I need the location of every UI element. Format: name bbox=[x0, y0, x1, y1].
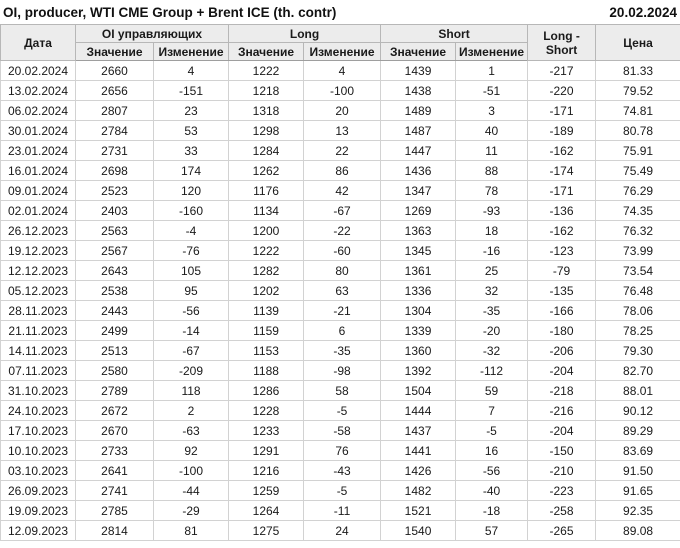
cell-long-short: -210 bbox=[528, 461, 596, 481]
cell-oi-chg: -209 bbox=[154, 361, 229, 381]
cell-oi: 2733 bbox=[76, 441, 154, 461]
cell-short-chg: -40 bbox=[456, 481, 528, 501]
cell-date: 05.12.2023 bbox=[1, 281, 76, 301]
cell-date: 12.12.2023 bbox=[1, 261, 76, 281]
table-row bbox=[1, 241, 680, 261]
cell-long-chg: 76 bbox=[304, 441, 381, 461]
cell-long-chg: 6 bbox=[304, 321, 381, 341]
cell-short: 1438 bbox=[381, 81, 456, 101]
cell-oi-chg: -76 bbox=[154, 241, 229, 261]
cell-long: 1216 bbox=[229, 461, 304, 481]
cell-price: 76.29 bbox=[596, 181, 680, 201]
cell-date: 20.02.2024 bbox=[1, 61, 76, 81]
cell-oi-chg: 105 bbox=[154, 261, 229, 281]
oi-data-table bbox=[0, 24, 680, 541]
cell-long: 1284 bbox=[229, 141, 304, 161]
cell-short: 1439 bbox=[381, 61, 456, 81]
cell-long: 1262 bbox=[229, 161, 304, 181]
table-row bbox=[1, 221, 680, 241]
cell-date: 19.12.2023 bbox=[1, 241, 76, 261]
col-subheader-oi-value: Значение bbox=[76, 43, 154, 61]
cell-short-chg: 57 bbox=[456, 521, 528, 541]
cell-oi-chg: 2 bbox=[154, 401, 229, 421]
cell-date: 09.01.2024 bbox=[1, 181, 76, 201]
cell-long-chg: -58 bbox=[304, 421, 381, 441]
cell-oi-chg: -100 bbox=[154, 461, 229, 481]
col-subheader-oi-change: Изменение bbox=[154, 43, 229, 61]
cell-price: 89.08 bbox=[596, 521, 680, 541]
cell-long: 1222 bbox=[229, 241, 304, 261]
cell-oi-chg: 174 bbox=[154, 161, 229, 181]
cell-long-chg: -60 bbox=[304, 241, 381, 261]
cell-short-chg: 1 bbox=[456, 61, 528, 81]
cell-long-chg: -21 bbox=[304, 301, 381, 321]
cell-short: 1540 bbox=[381, 521, 456, 541]
cell-oi: 2670 bbox=[76, 421, 154, 441]
cell-date: 21.11.2023 bbox=[1, 321, 76, 341]
cell-oi-chg: -151 bbox=[154, 81, 229, 101]
cell-long-short: -162 bbox=[528, 141, 596, 161]
cell-date: 17.10.2023 bbox=[1, 421, 76, 441]
cell-long-chg: -11 bbox=[304, 501, 381, 521]
cell-long-short: -223 bbox=[528, 481, 596, 501]
cell-short: 1345 bbox=[381, 241, 456, 261]
table-body bbox=[1, 61, 680, 541]
cell-oi-chg: 118 bbox=[154, 381, 229, 401]
cell-long-chg: -67 bbox=[304, 201, 381, 221]
cell-price: 79.30 bbox=[596, 341, 680, 361]
cell-short-chg: -16 bbox=[456, 241, 528, 261]
col-subheader-short-change: Изменение bbox=[456, 43, 528, 61]
cell-long: 1298 bbox=[229, 121, 304, 141]
cell-long-short: -123 bbox=[528, 241, 596, 261]
cell-long-short: -180 bbox=[528, 321, 596, 341]
cell-long-short: -258 bbox=[528, 501, 596, 521]
cell-long-chg: -98 bbox=[304, 361, 381, 381]
cell-oi: 2741 bbox=[76, 481, 154, 501]
table-row bbox=[1, 441, 680, 461]
cell-short: 1269 bbox=[381, 201, 456, 221]
cell-long-short: -79 bbox=[528, 261, 596, 281]
cell-short-chg: 11 bbox=[456, 141, 528, 161]
cell-date: 14.11.2023 bbox=[1, 341, 76, 361]
cell-short-chg: 32 bbox=[456, 281, 528, 301]
cell-oi-chg: -160 bbox=[154, 201, 229, 221]
cell-price: 78.25 bbox=[596, 321, 680, 341]
cell-price: 90.12 bbox=[596, 401, 680, 421]
cell-long-short: -189 bbox=[528, 121, 596, 141]
cell-date: 07.11.2023 bbox=[1, 361, 76, 381]
cell-long-chg: 63 bbox=[304, 281, 381, 301]
cell-long-short: -206 bbox=[528, 341, 596, 361]
table-row bbox=[1, 301, 680, 321]
table-row bbox=[1, 341, 680, 361]
cell-price: 91.65 bbox=[596, 481, 680, 501]
cell-price: 73.99 bbox=[596, 241, 680, 261]
cell-short-chg: 25 bbox=[456, 261, 528, 281]
cell-long-chg: 86 bbox=[304, 161, 381, 181]
cell-short: 1363 bbox=[381, 221, 456, 241]
cell-oi: 2660 bbox=[76, 61, 154, 81]
cell-oi-chg: 120 bbox=[154, 181, 229, 201]
cell-short-chg: 59 bbox=[456, 381, 528, 401]
cell-short: 1441 bbox=[381, 441, 456, 461]
cell-long-chg: -100 bbox=[304, 81, 381, 101]
cell-short: 1360 bbox=[381, 341, 456, 361]
cell-long-short: -204 bbox=[528, 361, 596, 381]
cell-long-chg: 58 bbox=[304, 381, 381, 401]
cell-price: 73.54 bbox=[596, 261, 680, 281]
report-title: OI, producer, WTI CME Group + Brent ICE (th. contr) bbox=[3, 5, 337, 20]
table-row bbox=[1, 201, 680, 221]
cell-oi-chg: 4 bbox=[154, 61, 229, 81]
cell-oi: 2523 bbox=[76, 181, 154, 201]
col-subheader-long-change: Изменение bbox=[304, 43, 381, 61]
cell-date: 28.11.2023 bbox=[1, 301, 76, 321]
cell-oi: 2672 bbox=[76, 401, 154, 421]
cell-long-short: -265 bbox=[528, 521, 596, 541]
cell-price: 88.01 bbox=[596, 381, 680, 401]
cell-short: 1437 bbox=[381, 421, 456, 441]
cell-long: 1202 bbox=[229, 281, 304, 301]
table-row bbox=[1, 521, 680, 541]
cell-oi-chg: 23 bbox=[154, 101, 229, 121]
cell-price: 92.35 bbox=[596, 501, 680, 521]
cell-long: 1233 bbox=[229, 421, 304, 441]
table-row bbox=[1, 461, 680, 481]
cell-long-short: -136 bbox=[528, 201, 596, 221]
table-row bbox=[1, 481, 680, 501]
cell-oi: 2785 bbox=[76, 501, 154, 521]
table-row bbox=[1, 181, 680, 201]
cell-price: 81.33 bbox=[596, 61, 680, 81]
cell-short: 1392 bbox=[381, 361, 456, 381]
table-row bbox=[1, 381, 680, 401]
cell-short-chg: 3 bbox=[456, 101, 528, 121]
cell-oi: 2641 bbox=[76, 461, 154, 481]
report-date: 20.02.2024 bbox=[609, 5, 677, 20]
table-row bbox=[1, 141, 680, 161]
cell-short: 1304 bbox=[381, 301, 456, 321]
cell-long: 1318 bbox=[229, 101, 304, 121]
cell-date: 26.09.2023 bbox=[1, 481, 76, 501]
table-row bbox=[1, 321, 680, 341]
cell-price: 83.69 bbox=[596, 441, 680, 461]
cell-short: 1521 bbox=[381, 501, 456, 521]
cell-short-chg: 7 bbox=[456, 401, 528, 421]
cell-date: 12.09.2023 bbox=[1, 521, 76, 541]
cell-price: 79.52 bbox=[596, 81, 680, 101]
cell-long: 1282 bbox=[229, 261, 304, 281]
cell-long: 1153 bbox=[229, 341, 304, 361]
cell-oi-chg: 95 bbox=[154, 281, 229, 301]
cell-short-chg: -5 bbox=[456, 421, 528, 441]
cell-long: 1259 bbox=[229, 481, 304, 501]
cell-long-chg: -5 bbox=[304, 401, 381, 421]
cell-long: 1291 bbox=[229, 441, 304, 461]
cell-price: 75.49 bbox=[596, 161, 680, 181]
cell-long-chg: -22 bbox=[304, 221, 381, 241]
cell-short: 1361 bbox=[381, 261, 456, 281]
cell-long: 1222 bbox=[229, 61, 304, 81]
cell-short-chg: 88 bbox=[456, 161, 528, 181]
cell-oi-chg: -29 bbox=[154, 501, 229, 521]
cell-oi: 2443 bbox=[76, 301, 154, 321]
cell-short: 1487 bbox=[381, 121, 456, 141]
cell-oi: 2538 bbox=[76, 281, 154, 301]
cell-oi-chg: -4 bbox=[154, 221, 229, 241]
cell-oi: 2403 bbox=[76, 201, 154, 221]
cell-long-chg: 4 bbox=[304, 61, 381, 81]
cell-price: 74.81 bbox=[596, 101, 680, 121]
table-row bbox=[1, 501, 680, 521]
cell-date: 03.10.2023 bbox=[1, 461, 76, 481]
cell-price: 89.29 bbox=[596, 421, 680, 441]
cell-date: 23.01.2024 bbox=[1, 141, 76, 161]
cell-long-chg: 42 bbox=[304, 181, 381, 201]
cell-date: 13.02.2024 bbox=[1, 81, 76, 101]
cell-date: 16.01.2024 bbox=[1, 161, 76, 181]
cell-oi: 2513 bbox=[76, 341, 154, 361]
table-row bbox=[1, 401, 680, 421]
table-row bbox=[1, 281, 680, 301]
cell-short-chg: -20 bbox=[456, 321, 528, 341]
cell-long-short: -171 bbox=[528, 181, 596, 201]
cell-oi-chg: -67 bbox=[154, 341, 229, 361]
cell-oi-chg: 53 bbox=[154, 121, 229, 141]
cell-date: 02.01.2024 bbox=[1, 201, 76, 221]
cell-long: 1286 bbox=[229, 381, 304, 401]
cell-long-chg: 80 bbox=[304, 261, 381, 281]
cell-price: 80.78 bbox=[596, 121, 680, 141]
cell-long: 1264 bbox=[229, 501, 304, 521]
col-subheader-long-value: Значение bbox=[229, 43, 304, 61]
cell-long-short: -217 bbox=[528, 61, 596, 81]
cell-short: 1426 bbox=[381, 461, 456, 481]
cell-long-chg: -43 bbox=[304, 461, 381, 481]
col-header-date: Дата bbox=[1, 25, 76, 61]
cell-short-chg: 18 bbox=[456, 221, 528, 241]
table-row bbox=[1, 61, 680, 81]
cell-oi-chg: 33 bbox=[154, 141, 229, 161]
cell-long: 1139 bbox=[229, 301, 304, 321]
cell-short: 1482 bbox=[381, 481, 456, 501]
cell-oi: 2698 bbox=[76, 161, 154, 181]
cell-short: 1447 bbox=[381, 141, 456, 161]
cell-long-chg: 22 bbox=[304, 141, 381, 161]
cell-short: 1504 bbox=[381, 381, 456, 401]
cell-short: 1347 bbox=[381, 181, 456, 201]
cell-price: 76.48 bbox=[596, 281, 680, 301]
cell-price: 76.32 bbox=[596, 221, 680, 241]
cell-oi-chg: -63 bbox=[154, 421, 229, 441]
cell-short: 1336 bbox=[381, 281, 456, 301]
cell-short: 1339 bbox=[381, 321, 456, 341]
cell-short-chg: -51 bbox=[456, 81, 528, 101]
cell-oi: 2580 bbox=[76, 361, 154, 381]
cell-short: 1436 bbox=[381, 161, 456, 181]
cell-oi: 2731 bbox=[76, 141, 154, 161]
cell-price: 82.70 bbox=[596, 361, 680, 381]
col-group-short: Short bbox=[381, 25, 528, 43]
table-row bbox=[1, 81, 680, 101]
cell-date: 30.01.2024 bbox=[1, 121, 76, 141]
cell-short-chg: -35 bbox=[456, 301, 528, 321]
cell-long: 1188 bbox=[229, 361, 304, 381]
cell-short-chg: 78 bbox=[456, 181, 528, 201]
cell-long-chg: 20 bbox=[304, 101, 381, 121]
cell-oi: 2643 bbox=[76, 261, 154, 281]
col-group-long: Long bbox=[229, 25, 381, 43]
col-header-long-short: Long - Short bbox=[528, 25, 596, 61]
col-group-oi-managers: OI управляющих bbox=[76, 25, 229, 43]
cell-date: 10.10.2023 bbox=[1, 441, 76, 461]
cell-long: 1200 bbox=[229, 221, 304, 241]
cell-long: 1218 bbox=[229, 81, 304, 101]
cell-long-chg: -5 bbox=[304, 481, 381, 501]
col-header-price: Цена bbox=[596, 25, 680, 61]
cell-date: 24.10.2023 bbox=[1, 401, 76, 421]
cell-short: 1444 bbox=[381, 401, 456, 421]
table-row bbox=[1, 101, 680, 121]
cell-date: 26.12.2023 bbox=[1, 221, 76, 241]
cell-short-chg: -56 bbox=[456, 461, 528, 481]
table-row bbox=[1, 161, 680, 181]
cell-long-chg: 24 bbox=[304, 521, 381, 541]
cell-date: 31.10.2023 bbox=[1, 381, 76, 401]
cell-oi: 2563 bbox=[76, 221, 154, 241]
table-row bbox=[1, 421, 680, 441]
cell-price: 78.06 bbox=[596, 301, 680, 321]
cell-short-chg: -112 bbox=[456, 361, 528, 381]
cell-oi-chg: -56 bbox=[154, 301, 229, 321]
report-header bbox=[0, 0, 680, 24]
cell-oi-chg: -44 bbox=[154, 481, 229, 501]
cell-short-chg: -18 bbox=[456, 501, 528, 521]
cell-long: 1275 bbox=[229, 521, 304, 541]
table-row bbox=[1, 121, 680, 141]
cell-long-short: -218 bbox=[528, 381, 596, 401]
cell-long-short: -216 bbox=[528, 401, 596, 421]
cell-oi: 2814 bbox=[76, 521, 154, 541]
cell-short-chg: 16 bbox=[456, 441, 528, 461]
cell-short-chg: -32 bbox=[456, 341, 528, 361]
cell-long-short: -171 bbox=[528, 101, 596, 121]
cell-oi: 2789 bbox=[76, 381, 154, 401]
cell-price: 74.35 bbox=[596, 201, 680, 221]
cell-long: 1176 bbox=[229, 181, 304, 201]
cell-oi-chg: 92 bbox=[154, 441, 229, 461]
table-row bbox=[1, 261, 680, 281]
cell-price: 75.91 bbox=[596, 141, 680, 161]
cell-long-short: -220 bbox=[528, 81, 596, 101]
cell-long: 1228 bbox=[229, 401, 304, 421]
cell-oi-chg: -14 bbox=[154, 321, 229, 341]
cell-oi: 2656 bbox=[76, 81, 154, 101]
cell-long-short: -150 bbox=[528, 441, 596, 461]
cell-oi: 2807 bbox=[76, 101, 154, 121]
cell-long-short: -204 bbox=[528, 421, 596, 441]
cell-short-chg: 40 bbox=[456, 121, 528, 141]
table-row bbox=[1, 361, 680, 381]
cell-oi-chg: 81 bbox=[154, 521, 229, 541]
cell-date: 19.09.2023 bbox=[1, 501, 76, 521]
cell-long: 1159 bbox=[229, 321, 304, 341]
cell-date: 06.02.2024 bbox=[1, 101, 76, 121]
cell-short-chg: -93 bbox=[456, 201, 528, 221]
cell-long-short: -135 bbox=[528, 281, 596, 301]
cell-short: 1489 bbox=[381, 101, 456, 121]
col-subheader-short-value: Значение bbox=[381, 43, 456, 61]
cell-long: 1134 bbox=[229, 201, 304, 221]
cell-long-short: -166 bbox=[528, 301, 596, 321]
cell-long-short: -162 bbox=[528, 221, 596, 241]
cell-oi: 2499 bbox=[76, 321, 154, 341]
cell-oi: 2784 bbox=[76, 121, 154, 141]
cell-oi: 2567 bbox=[76, 241, 154, 261]
cell-long-short: -174 bbox=[528, 161, 596, 181]
cell-long-chg: -35 bbox=[304, 341, 381, 361]
cell-price: 91.50 bbox=[596, 461, 680, 481]
cell-long-chg: 13 bbox=[304, 121, 381, 141]
